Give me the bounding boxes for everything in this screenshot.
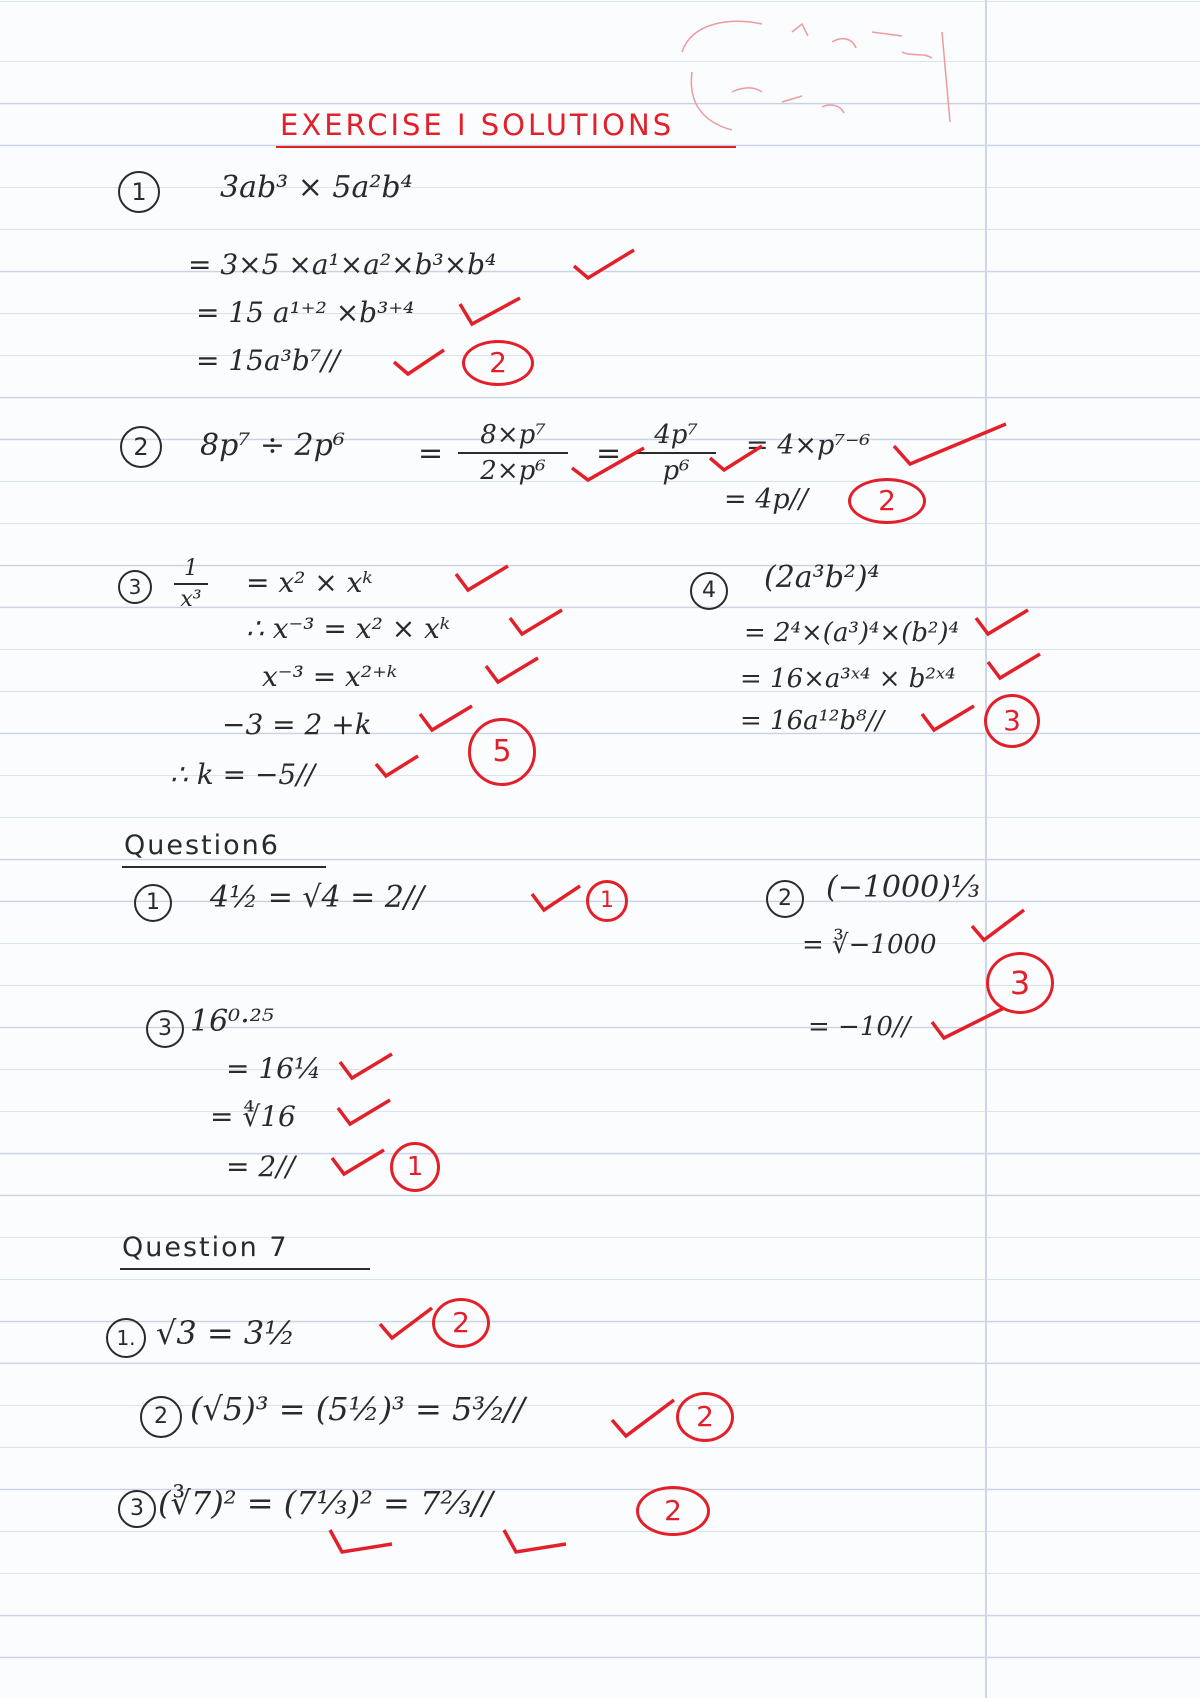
tick-mark-icon [972,604,1032,638]
mark-circle: 1 [586,880,628,922]
question-number: 2 [140,1396,182,1438]
question-number: 3 [146,1010,184,1048]
tick-mark-icon [336,1048,396,1082]
mark-circle: 1 [390,1142,440,1192]
tick-mark-icon [334,1094,394,1128]
tick-mark-icon [390,344,450,380]
q3-step-4: ∴ k = −5// [170,758,316,791]
q7-3-expression: (∛7)² = (7⅓)² = 7²⁄₃// [158,1484,493,1522]
heading-underline [122,866,326,868]
q2-step-1: = 4×p⁷⁻⁶ [746,430,871,461]
fraction-bar [458,452,568,454]
q6-2-expression: (−1000)⅓ [826,870,980,905]
question-number: 3 [118,570,152,604]
tick-mark-icon [706,440,766,474]
q6-3-expression: 16⁰·²⁵ [190,1004,274,1039]
corner-scribble [672,12,962,142]
mark-circle: 2 [848,478,926,524]
q2-equals: = [418,436,444,471]
tick-mark-icon [482,652,542,686]
tick-mark-icon [416,700,476,734]
q4-expression: (2a³b²)⁴ [764,560,880,595]
q2-expression: 8p⁷ ÷ 2p⁶ [200,428,345,463]
mark-circle: 3 [986,952,1054,1014]
tick-mark-icon [570,244,640,284]
q4-step-1: = 2⁴×(a³)⁴×(b²)⁴ [744,618,959,648]
question-number: 1 [134,884,172,922]
tick-mark-icon [984,648,1044,682]
tick-mark-icon [500,1524,570,1560]
question-number: 3 [118,1490,156,1528]
q2-fraction-2 [636,420,716,486]
q7-2-expression: (√5)³ = (5½)³ = 5³⁄₂// [190,1390,525,1428]
question-number: 1. [106,1318,146,1358]
page-title: EXERCISE I SOLUTIONS [280,108,675,142]
q3-step-2: x⁻³ = x²⁺ᵏ [262,660,398,693]
mark-circle: 2 [462,340,534,386]
tick-mark-icon [968,906,1028,946]
mark-circle: 2 [636,1486,710,1536]
tick-mark-icon [376,1304,436,1344]
q7-1-expression: √3 = 3½ [156,1314,296,1352]
tick-mark-icon [456,290,526,330]
tick-mark-icon [608,1396,678,1440]
tick-mark-icon [568,444,648,484]
q4-step-3: = 16a¹²b⁸// [740,706,885,736]
margin-line [985,0,987,1698]
q6-1-expression: 4½ = √4 = 2// [210,880,425,915]
tick-mark-icon [528,880,584,914]
question-number: 4 [690,572,728,610]
q1-step-1: = 3×5 ×a¹×a²×b³×b⁴ [188,248,497,281]
fraction-denominator: x³ [180,587,202,612]
mark-circle: 2 [676,1392,734,1442]
tick-mark-icon [328,1144,388,1178]
q2-equals: = [596,436,622,471]
q6-2-step-1: = ∛−1000 [802,930,937,960]
q4-step-2: = 16×a³ˣ⁴ × b²ˣ⁴ [740,664,956,694]
fraction-denominator: 2×p⁶ [480,456,546,486]
q6-3-step-2: = ∜16 [210,1100,296,1133]
title-underline [276,146,736,148]
q6-3-step-1: = 16¼ [226,1052,322,1085]
tick-mark-icon [506,604,566,638]
mark-circle: 2 [432,1298,490,1348]
q6-2-step-2: = −10// [808,1012,911,1042]
q1-step-2: = 15 a¹⁺² ×b³⁺⁴ [196,296,415,329]
fraction-denominator: p⁶ [662,456,690,486]
mark-circle: 3 [984,694,1040,748]
heading-underline [120,1268,370,1270]
fraction-bar [174,583,208,585]
fraction-numerator: 8×p⁷ [480,420,546,450]
mark-circle: 5 [468,718,536,786]
section-heading: Question6 [124,830,280,861]
fraction-bar [636,452,716,454]
tick-mark-icon [928,1002,1008,1042]
q2-step-2: = 4p// [724,484,808,515]
q3-lhs-fraction [174,556,208,612]
q3-step-3: −3 = 2 +k [222,708,372,741]
q3-step-0: = x² × xᵏ [246,566,373,599]
question-number: 1 [118,171,160,213]
tick-mark-icon [890,420,1010,468]
tick-mark-icon [372,750,422,780]
q6-3-step-3: = 2// [226,1150,296,1183]
section-heading: Question 7 [122,1232,289,1263]
fraction-numerator: 4p⁷ [654,420,698,450]
tick-mark-icon [452,560,512,594]
question-number: 2 [120,426,162,468]
q1-step-3: = 15a³b⁷// [196,344,340,377]
q1-expression: 3ab³ × 5a²b⁴ [220,170,413,205]
q3-step-1: ∴ x⁻³ = x² × xᵏ [246,612,451,645]
question-number: 2 [766,880,804,918]
tick-mark-icon [326,1524,396,1560]
fraction-numerator: 1 [184,556,198,581]
q2-fraction-1 [458,420,568,486]
tick-mark-icon [918,700,978,734]
